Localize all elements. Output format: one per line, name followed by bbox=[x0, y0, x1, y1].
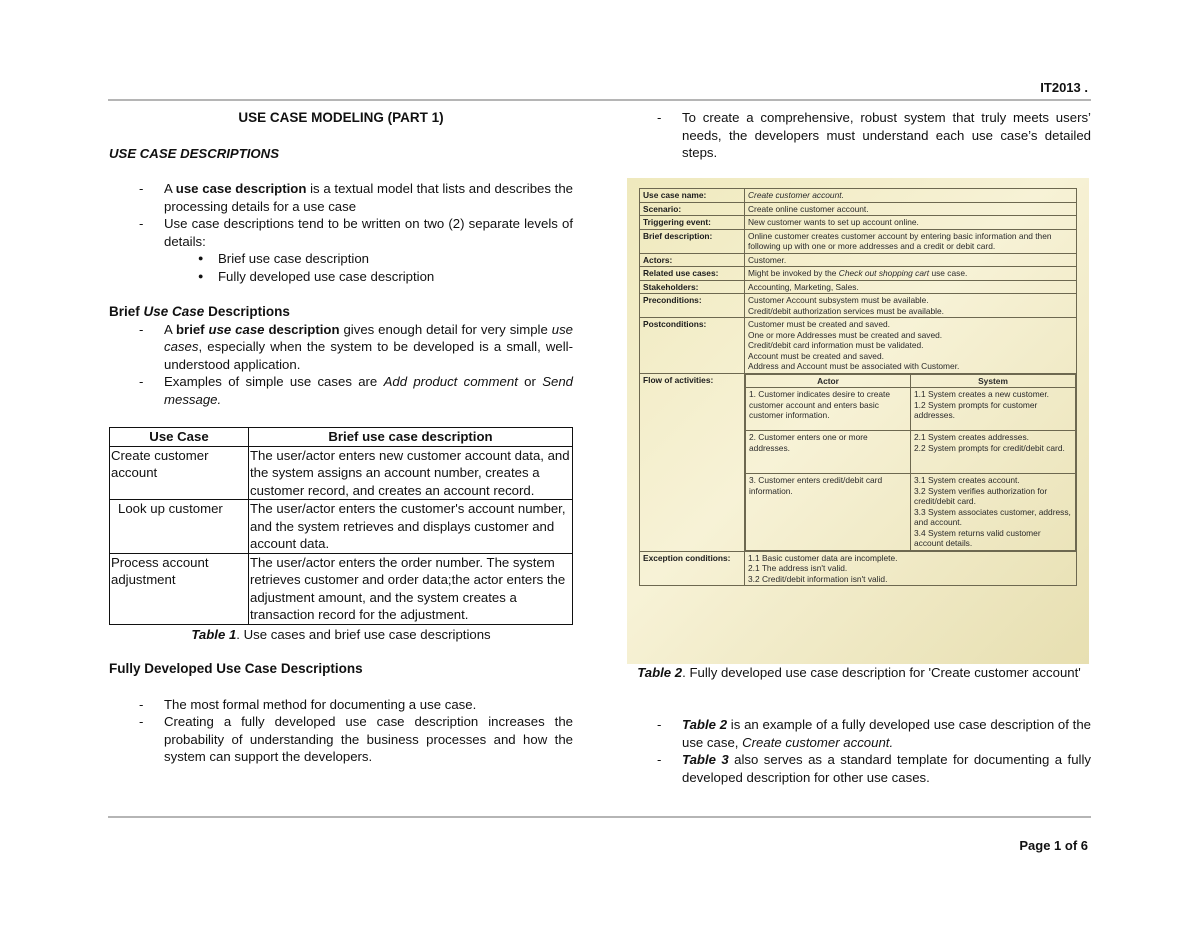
list-item: ● Fully developed use case description bbox=[163, 268, 573, 286]
header-rule bbox=[108, 99, 1091, 101]
list-item: ● Brief use case description bbox=[163, 250, 573, 268]
table-cell: The user/actor enters new customer account data, and the system assigns an account number, creates a customer record, and creates an account record. bbox=[249, 446, 573, 500]
table-row: Actors: Customer. bbox=[640, 253, 1077, 267]
left-column bbox=[109, 109, 573, 766]
levels-list bbox=[109, 250, 573, 285]
fully-developed-table-figure bbox=[627, 178, 1089, 664]
table-row bbox=[110, 446, 573, 500]
table-cell: Look up customer bbox=[110, 500, 249, 554]
table-row: Scenario: Create online customer account. bbox=[640, 202, 1077, 216]
brief-use-case-table bbox=[109, 427, 573, 625]
table-header: Use Case bbox=[110, 428, 249, 447]
flow-table: Actor System 1. Customer indicates desire to create customer account and enters basic customer information. 1.1 System creates a new customer. 1.2 System prompts for customer addresses. 2. Customer enters one or more addresses. 2.1 System creates addresses. 2.2 System prompts for credit/debit card. 3. Customer enters credit/debit card information. 3.1 System creates account. 3.2 System verifies authorization for credit/debit card. 3.3 System associates customer, address, and account. 3.4 System returns valid customer account details. bbox=[745, 374, 1076, 551]
fully-developed-list bbox=[109, 696, 573, 766]
table-row: Preconditions: Customer Account subsystem must be available. Credit/debit authorization services must be available. bbox=[640, 294, 1077, 318]
table-notes-list bbox=[627, 716, 1091, 786]
list-item: - Creating a fully developed use case description increases the probability of understanding the business processes and how the system can support the developers. bbox=[109, 713, 573, 766]
table-row: Brief description: Online customer creates customer account by entering basic information and then following up with one or more addresses and a credit or debit card. bbox=[640, 229, 1077, 253]
table2-caption: Table 2. Fully developed use case description for 'Create customer account' bbox=[637, 665, 1081, 680]
table-row: Flow of activities: Actor System 1. Customer indicates desire to create customer account and enters basic customer information. 1.1 System creates a new customer. 1.2 System prompts for customer addresses. 2. Customer enters one or more addresses. 2.1 System creates addresses. 2.2 System prompts for credit/debit card. 3. Customer enters credit/debit card information. 3.1 System creates account. 3.2 System verifies authorization for credit/debit card. 3.3 System associates customer, address, and account. 3.4 System returns valid customer account details. bbox=[640, 373, 1077, 551]
table-row: Related use cases: Might be invoked by the Check out shopping cart use case. bbox=[640, 267, 1077, 281]
list-item: - Table 3 also serves as a standard template for documenting a fully developed description for other use cases. bbox=[627, 751, 1091, 786]
list-item: - Examples of simple use cases are Add product comment or Send message. bbox=[109, 373, 573, 408]
brief-heading: Brief Use Case Descriptions bbox=[109, 304, 290, 319]
list-item: - Use case descriptions tend to be written on two (2) separate levels of details: bbox=[109, 215, 573, 250]
list-item: - To create a comprehensive, robust system that truly meets users’ needs, the developers must understand each use case’s detailed steps. bbox=[627, 109, 1091, 162]
table-row: Postconditions: Customer must be created and saved. One or more Addresses must be created and saved. Credit/debit card information must be validated. Account must be created and saved. Address and Account must be associated with Customer. bbox=[640, 318, 1077, 374]
section-heading: USE CASE DESCRIPTIONS bbox=[109, 145, 280, 161]
right-intro bbox=[627, 109, 1091, 162]
table-cell: The user/actor enters the customer's account number, and the system retrieves and displays customer and account data. bbox=[249, 500, 573, 554]
table-row: Triggering event: New customer wants to set up account online. bbox=[640, 216, 1077, 230]
table-header: Brief use case description bbox=[249, 428, 573, 447]
document-code: IT2013 . bbox=[1040, 80, 1088, 95]
table-row bbox=[110, 553, 573, 624]
footer-rule bbox=[108, 816, 1091, 818]
table-row: Use case name: Create customer account. bbox=[640, 189, 1077, 203]
definition-list bbox=[109, 180, 573, 250]
intro-list bbox=[627, 109, 1091, 162]
fully-developed-heading: Fully Developed Use Case Descriptions bbox=[109, 661, 363, 676]
table-row: Exception conditions: 1.1 Basic customer data are incomplete. 2.1 The address isn't valid. 3.2 Credit/debit information isn't valid. bbox=[640, 551, 1077, 586]
list-item: - Table 2 is an example of a fully developed use case description of the use case, Create customer account. bbox=[627, 716, 1091, 751]
table-cell: Create customer account bbox=[110, 446, 249, 500]
page-number: Page 1 of 6 bbox=[1019, 838, 1088, 853]
table1-caption: Table 1. Use cases and brief use case descriptions bbox=[191, 626, 491, 642]
right-bullets bbox=[627, 716, 1091, 786]
table-row: Stakeholders: Accounting, Marketing, Sales. bbox=[640, 280, 1077, 294]
list-item: - A brief use case description gives enough detail for very simple use cases, especially when the system to be developed is a small, well-understood application. bbox=[109, 321, 573, 374]
table-cell: Process account adjustment bbox=[110, 553, 249, 624]
list-item: - A use case description is a textual model that lists and describes the processing details for a use case bbox=[109, 180, 573, 215]
page-title: USE CASE MODELING (PART 1) bbox=[238, 110, 444, 125]
table-cell: The user/actor enters the order number. The system retrieves customer and order data;the actor enters the adjustment amount, and the system creates a transaction record for the adjustment. bbox=[249, 553, 573, 624]
table-row bbox=[110, 500, 573, 554]
brief-list bbox=[109, 321, 573, 409]
fully-developed-table bbox=[639, 188, 1077, 586]
list-item: - The most formal method for documenting a use case. bbox=[109, 696, 573, 714]
